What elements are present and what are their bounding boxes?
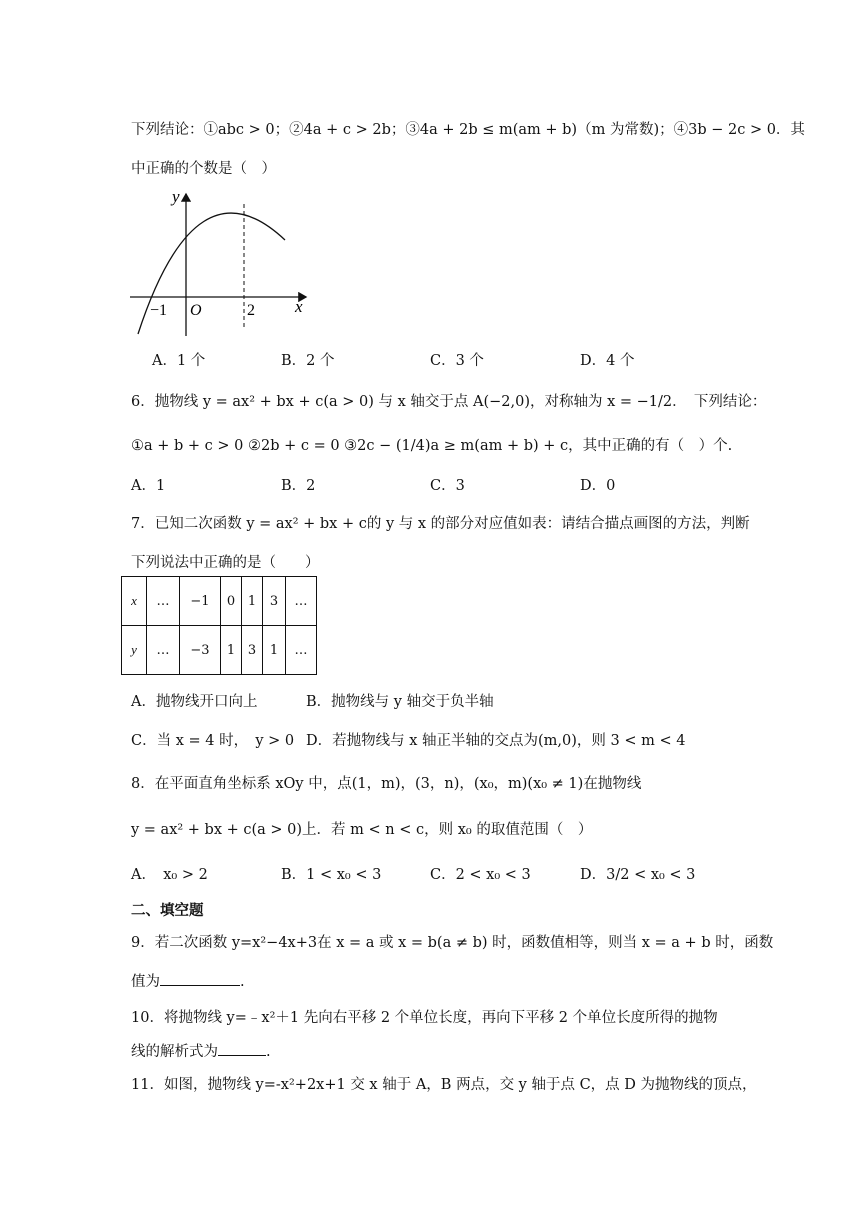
q5-parabola-graph <box>124 184 324 344</box>
q8-option-b[interactable]: B．1 < x₀ < 3 <box>281 867 382 883</box>
table-cell: y <box>122 626 147 675</box>
table-cell: x <box>122 577 147 626</box>
q7-option-c[interactable]: C．当 x = 4 时， y > 0 <box>131 733 295 749</box>
table-cell: 0 <box>221 577 242 626</box>
table-cell: … <box>286 577 317 626</box>
table-cell: … <box>286 626 317 675</box>
q8-option-d[interactable]: D．3/2 < x₀ < 3 <box>580 867 696 883</box>
y-axis-label: y <box>172 187 180 206</box>
table-row <box>122 577 317 626</box>
x-axis-label: x <box>295 297 303 316</box>
table-cell: 3 <box>263 577 286 626</box>
q9-statement-line1: 9．若二次函数 y=x²−4x+3在 x = a 或 x = b(a ≠ b) 时，函数值相等，则当 x = a + b 时，函数 <box>131 935 774 951</box>
q7-option-b[interactable]: B．抛物线与 y 轴交于负半轴 <box>306 694 494 710</box>
q9-statement-line2: 值为 . <box>131 974 245 990</box>
table-cell: … <box>147 626 180 675</box>
origin-label: O <box>190 302 202 319</box>
q7-statement-line2: 下列说法中正确的是（ ） <box>131 555 320 571</box>
q11-statement-line1: 11．如图，抛物线 y=-x²+2x+1 交 x 轴于 A，B 两点，交 y 轴于点 C，点 D 为抛物线的顶点， <box>131 1077 757 1093</box>
q8-statement-line2: y = ax² + bx + c(a > 0)上．若 m < n < c，则 x₀ 的取值范围（ ） <box>131 822 593 838</box>
section-heading-fill-in: 二、填空题 <box>131 902 204 919</box>
q6-option-d[interactable]: D．0 <box>580 478 616 494</box>
q8-option-a[interactable]: A． x₀ > 2 <box>131 867 208 883</box>
q5-option-c[interactable]: C．3 个 <box>430 353 484 369</box>
q6-option-c[interactable]: C．3 <box>430 478 465 494</box>
q7-option-a[interactable]: A．抛物线开口向上 <box>131 694 258 710</box>
q6-option-b[interactable]: B．2 <box>281 478 316 494</box>
table-row <box>122 626 317 675</box>
q5-option-a[interactable]: A．1 个 <box>152 353 206 369</box>
table-cell: −1 <box>180 577 221 626</box>
two-label: 2 <box>247 302 255 319</box>
q6-option-a[interactable]: A．1 <box>131 478 166 494</box>
q8-option-c[interactable]: C．2 < x₀ < 3 <box>430 867 531 883</box>
q6-statement-line1: 6．抛物线 y = ax² + bx + c(a > 0) 与 x 轴交于点 A(−2,0)，对称轴为 x = −1/2． 下列结论： <box>131 394 767 410</box>
q9-statement-text: 值为 <box>131 974 160 990</box>
q10-statement-line2: 线的解析式为 . <box>131 1044 271 1060</box>
q7-value-table <box>121 576 317 675</box>
q5-option-d[interactable]: D．4 个 <box>580 353 635 369</box>
q10-statement-line1: 10．将抛物线 y=﹣x²＋1 先向右平移 2 个单位长度，再向下平移 2 个单位长度所得的抛物 <box>131 1010 718 1026</box>
q10-statement-text: 线的解析式为 <box>131 1044 218 1060</box>
q10-answer-blank[interactable] <box>218 1055 266 1056</box>
neg-one-label: −1 <box>150 302 168 319</box>
table-cell: 1 <box>263 626 286 675</box>
table-cell: … <box>147 577 180 626</box>
q5-statement-line1: 下列结论：①abc > 0；②4a + c > 2b；③4a + 2b ≤ m(am + b)（m 为常数)；④3b − 2c > 0．其 <box>131 122 805 138</box>
table-cell: −3 <box>180 626 221 675</box>
table-cell: 3 <box>242 626 263 675</box>
q6-statement-line2: ①a + b + c > 0 ②2b + c = 0 ③2c − (1/4)a ≥ m(am + b) + c，其中正确的有（ ）个. <box>131 438 733 454</box>
q5-statement-line2: 中正确的个数是（ ） <box>131 161 276 177</box>
q5-option-b[interactable]: B．2 个 <box>281 353 335 369</box>
q7-option-d[interactable]: D．若抛物线与 x 轴正半轴的交点为(m,0)，则 3 < m < 4 <box>306 733 686 749</box>
table-cell: 1 <box>221 626 242 675</box>
q8-statement-line1: 8．在平面直角坐标系 xOy 中，点(1，m)，(3，n)，(x₀，m)(x₀ ≠ 1)在抛物线 <box>131 776 642 792</box>
q9-answer-blank[interactable] <box>160 985 240 986</box>
q7-statement-line1: 7．已知二次函数 y = ax² + bx + c的 y 与 x 的部分对应值如表：请结合描点画图的方法，判断 <box>131 516 750 532</box>
table-cell: 1 <box>242 577 263 626</box>
